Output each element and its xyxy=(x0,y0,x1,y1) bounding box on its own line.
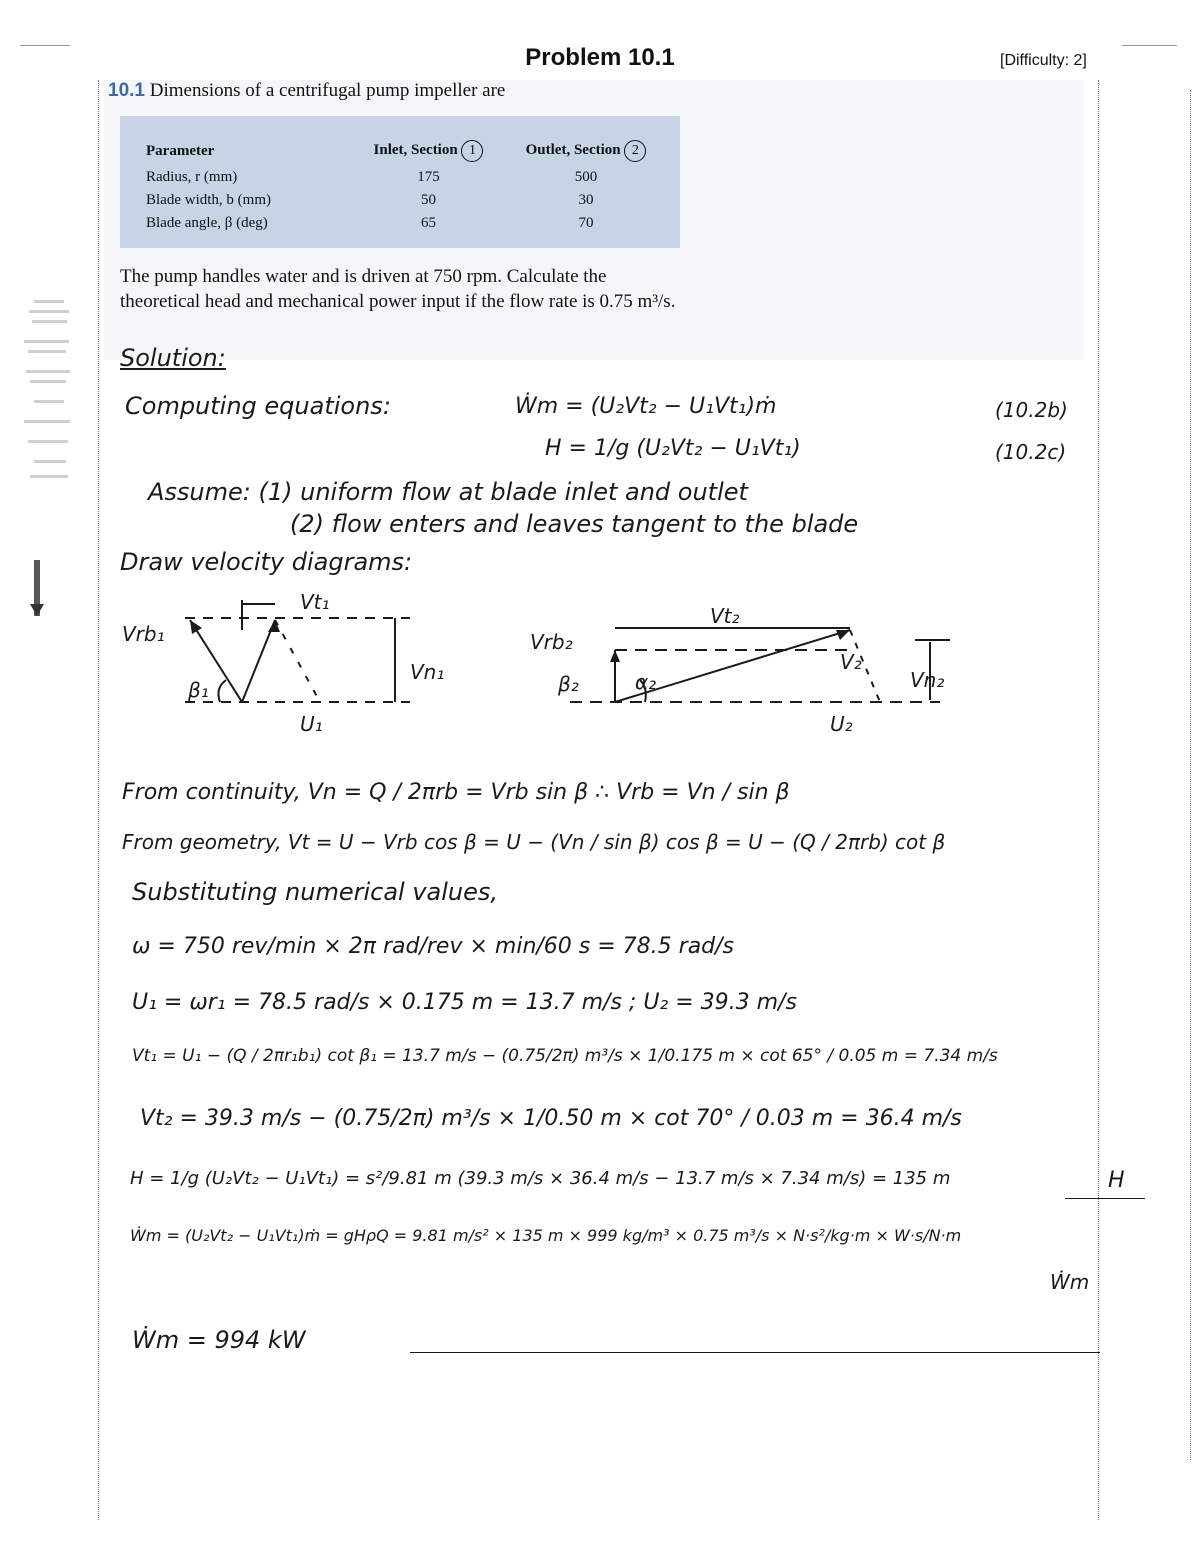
power-result-label: Ẇm xyxy=(1050,1270,1090,1294)
diagram-label: Vrb₂ xyxy=(530,630,573,654)
head-calculation: H = 1/g (U₂Vt₂ − U₁Vt₁) = s²/9.81 m (39.3 m/s × 36.4 m/s − 13.7 m/s × 7.34 m/s) = 135 m xyxy=(130,1168,951,1189)
table-cell: 65 xyxy=(421,215,436,231)
diagram-label: Vn₁ xyxy=(410,660,445,684)
continuity-equation: From continuity, Vn = Q / 2πrb = Vrb sin β ∴ Vrb = Vn / sin β xyxy=(122,780,790,805)
angle-arc xyxy=(218,680,226,702)
equation-work: Ẇm = (U₂Vt₂ − U₁Vt₁)ṁ xyxy=(515,394,777,419)
publisher-imprint xyxy=(14,290,74,490)
equation-reference: (10.2c) xyxy=(995,440,1067,464)
geometry-equation: From geometry, Vt = U − Vrb cos β = U − (Vn / sin β) cos β = U − (Q / 2πrb) cot β xyxy=(122,830,946,854)
table-cell: 70 xyxy=(578,215,594,231)
arrowhead xyxy=(610,650,620,662)
diagram-label: Vn₂ xyxy=(910,668,945,692)
arrowhead xyxy=(268,620,280,632)
parameter-table xyxy=(146,140,661,235)
result-underline xyxy=(1065,1198,1145,1199)
table-cell: 175 xyxy=(417,169,440,185)
scan-edge-left xyxy=(98,80,99,1520)
assumption-2: (2) flow enters and leaves tangent to the blade xyxy=(290,510,859,538)
scan-edge-right xyxy=(1098,80,1099,1520)
table-cell: 500 xyxy=(574,169,598,185)
diagram-label: α₂ xyxy=(635,670,657,694)
absolute-velocity-vector xyxy=(242,620,275,702)
problem-statement: The pump handles water and is driven at 750 rpm. Calculate the theoretical head and mechanical power input if the flow rate is 0.75 m³/s. xyxy=(120,266,676,312)
equation-head: H = 1/g (U₂Vt₂ − U₁Vt₁) xyxy=(545,436,801,461)
table-row xyxy=(146,189,661,212)
scan-edge-far-right xyxy=(1190,90,1191,1460)
substituting-label: Substituting numerical values, xyxy=(132,878,499,906)
assumption-1: Assume: (1) uniform flow at blade inlet and outlet xyxy=(148,478,748,506)
problem-heading xyxy=(108,80,505,102)
head-result-label: H xyxy=(1108,1168,1125,1193)
table-header-row xyxy=(146,140,661,166)
power-equation: Ẇm = (U₂Vt₂ − U₁Vt₁)ṁ = gHρQ = 9.81 m/s² × 135 m × 999 kg/m³ × 0.75 m³/s × N·s²/kg·m × W·s/N·m xyxy=(130,1226,962,1245)
diagram-label: Vt₁ xyxy=(300,590,330,614)
section-marker: 2 xyxy=(624,140,646,162)
arrowhead xyxy=(836,630,850,640)
diagram-label: Vt₂ xyxy=(710,604,740,628)
diagram-label: β₁ xyxy=(188,678,209,702)
power-final-result: Ẇm = 994 kW xyxy=(132,1326,306,1354)
computing-label: Computing equations: xyxy=(125,392,391,420)
table-row xyxy=(146,166,661,189)
blade-speed-calculation: U₁ = ωr₁ = 78.5 rad/s × 0.175 m = 13.7 m/s ; U₂ = 39.3 m/s xyxy=(132,990,797,1015)
omega-calculation: ω = 750 rev/min × 2π rad/rev × min/60 s = 78.5 rad/s xyxy=(132,934,735,959)
diagram-label: β₂ xyxy=(558,672,579,696)
problem-number: 10.1 xyxy=(108,80,145,101)
table-cell: Radius, r (mm) xyxy=(146,169,238,185)
diagram-label: U₁ xyxy=(300,712,323,736)
draw-label: Draw velocity diagrams: xyxy=(120,548,413,576)
table-header xyxy=(346,140,511,166)
equation-reference: (10.2b) xyxy=(995,398,1068,422)
diagram-label: Vrb₁ xyxy=(122,622,165,646)
vt1-calculation: Vt₁ = U₁ − (Q / 2πr₁b₁) cot β₁ = 13.7 m/s − (0.75/2π) m³/s × 1/0.175 m × cot 65° / 0.05 m = 7.34 m/s xyxy=(132,1046,998,1066)
solution-heading: Solution: xyxy=(120,344,226,372)
arrowhead xyxy=(190,620,202,634)
table-cell: 30 xyxy=(578,192,594,208)
table-row xyxy=(146,212,661,235)
table-cell: Blade angle, β (deg) xyxy=(146,215,268,231)
table-cell: Blade width, b (mm) xyxy=(146,192,271,208)
problem-intro: Dimensions of a centrifugal pump impeller are xyxy=(149,80,506,101)
diagram-line xyxy=(275,620,320,702)
vt2-calculation: Vt₂ = 39.3 m/s − (0.75/2π) m³/s × 1/0.50 m × cot 70° / 0.03 m = 36.4 m/s xyxy=(140,1106,962,1131)
table-header-label: Outlet, Section xyxy=(525,142,621,158)
page-title: Problem 10.1 xyxy=(525,44,675,71)
table-cell: 50 xyxy=(421,192,436,208)
table-header xyxy=(511,140,661,166)
publisher-logo xyxy=(28,560,46,616)
table-header: Parameter xyxy=(146,142,215,159)
difficulty-label: [Difficulty: 2] xyxy=(1000,52,1087,69)
velocity-diagrams xyxy=(110,580,1110,770)
diagram-label: V₂ xyxy=(840,650,862,674)
diagram-label: U₂ xyxy=(830,712,853,736)
table-header-label: Inlet, Section xyxy=(373,142,458,158)
section-marker: 1 xyxy=(461,140,483,162)
result-underline xyxy=(410,1352,1100,1353)
